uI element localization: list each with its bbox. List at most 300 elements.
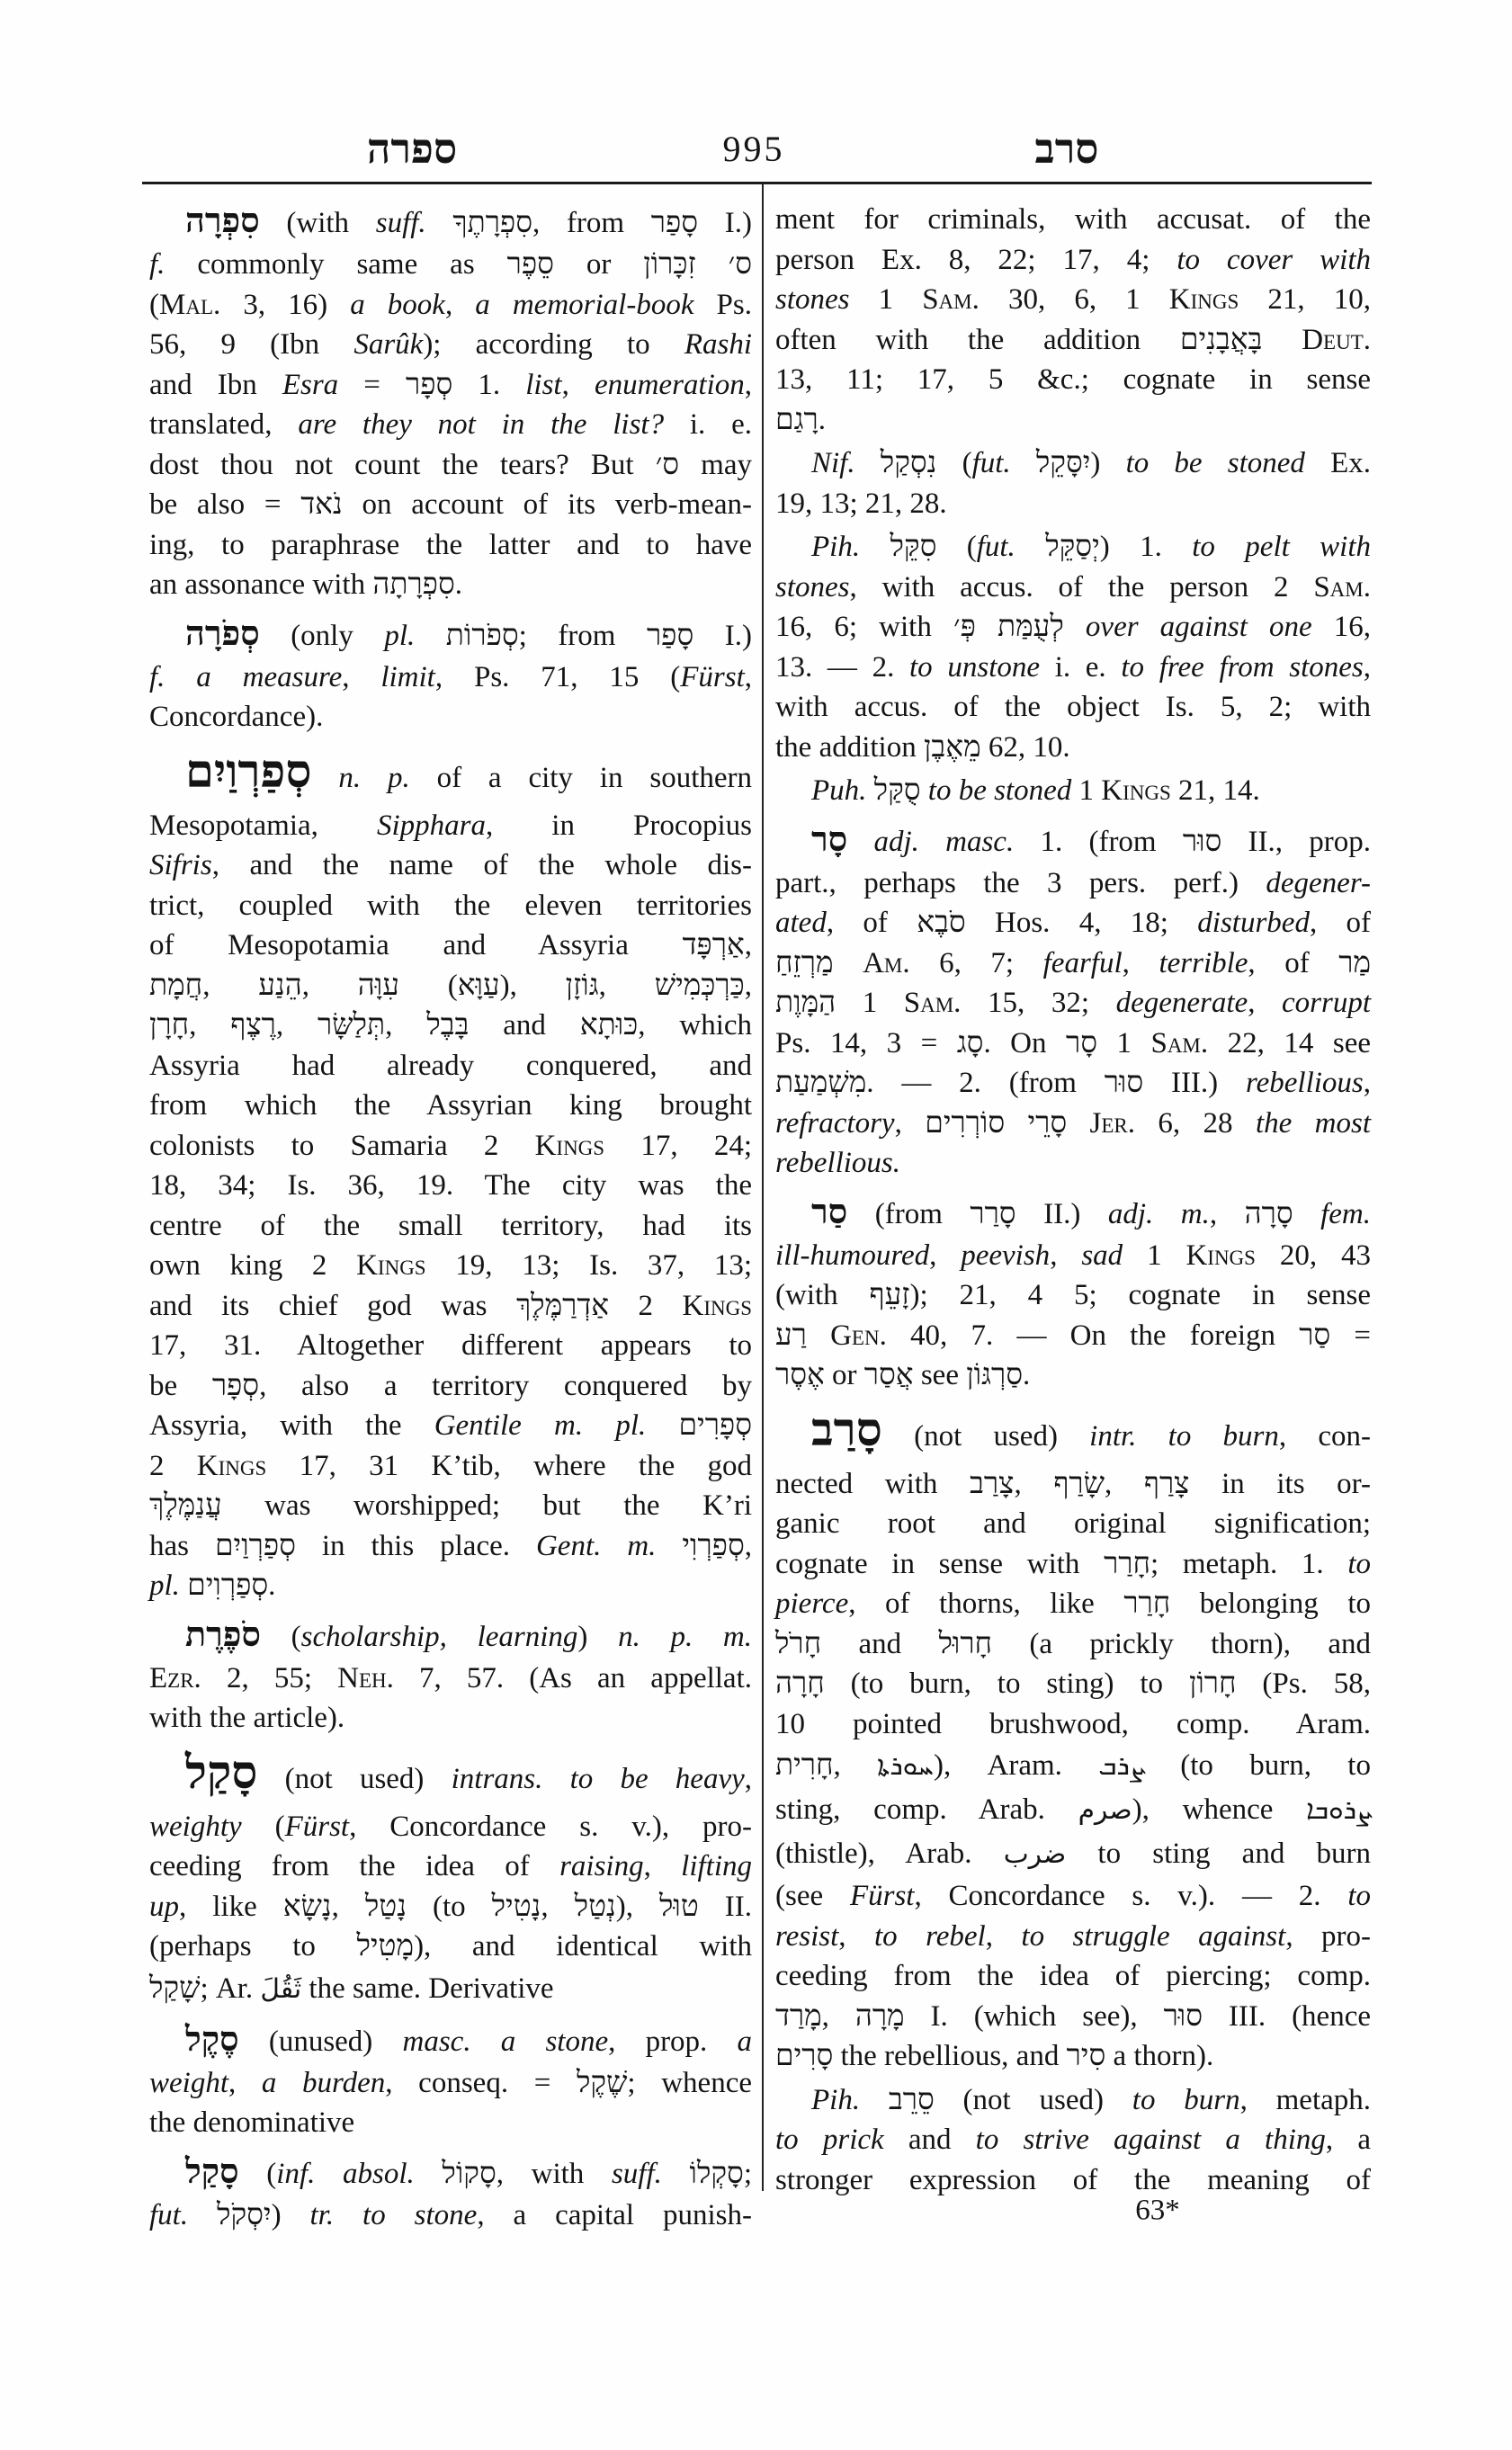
text-run: (to [406,1890,492,1923]
text-line [149,697,752,738]
hebrew-word: סָרָה [1244,1197,1293,1230]
italic-text: refractory [775,1106,895,1140]
text-line [775,1403,1371,1464]
text-run: from which the Assyrian king brought [149,1089,752,1122]
text-line [149,325,752,365]
text-run: ) [577,1620,619,1653]
text-run: (to burn, to sting) to [824,1668,1189,1700]
italic-text: Rashi [684,328,752,361]
text-line [775,903,1371,943]
text-line [149,1659,752,1699]
text-line [775,1355,1371,1396]
text-run: , prop. [608,2025,738,2058]
text-line [775,1316,1371,1356]
italic-text: raising [559,1850,644,1882]
text-run: ceeding from the idea of piercing; comp. [775,1960,1371,1992]
italic-text: enumeration [594,368,745,401]
text-run: ( [261,1620,301,1653]
small-caps-reference: Gen. [830,1319,887,1352]
italic-text: adj. m. [1107,1197,1210,1230]
text-run: and its chief god was [149,1289,516,1322]
italic-text: a [737,2025,752,2058]
text-run: part., perhaps the 3 pers. perf.) [775,866,1266,899]
italic-text: degener- [1266,866,1371,899]
italic-text: a book [350,288,445,321]
text-run [180,1569,187,1602]
text-line [775,527,1371,568]
text-run: , with [496,2157,612,2190]
text-run: (thistle), Arab. [775,1838,1004,1870]
text-run: , and the name of the whole dis- [211,849,752,881]
text-run: 1 [836,987,904,1019]
text-line [149,485,752,525]
italic-text: intrans. to be heavy [451,1762,745,1795]
italic-text: fearful [1042,946,1123,979]
text-run: , [1014,1467,1054,1500]
text-run: 1 [1096,1026,1151,1060]
hebrew-word: סְפָר [211,1369,260,1402]
text-line [149,1698,752,1739]
text-run: with accus. of the object Is. 5, 2; with [775,691,1371,723]
hebrew-word: סְפַרְוִים [187,1569,269,1602]
text-run: in this place. [295,1529,536,1562]
italic-text: to struggle against [1021,1919,1286,1953]
text-run: the addition [775,730,924,764]
text-run: the same. Derivative [301,1972,554,2005]
text-run: , [744,969,753,1002]
text-run: see [913,1359,967,1391]
italic-text: peevish [961,1238,1051,1272]
hebrew-word: חָרוֹן [1188,1668,1237,1700]
text-run: 1 [1071,774,1102,807]
text-run: of Mesopotamia and Assyria [149,929,683,961]
text-line [149,886,752,926]
hebrew-word: אֶסֶר [775,1359,825,1391]
text-run: I.) [698,207,753,239]
italic-text: suff. [375,207,426,239]
text-run: ; Ar. [200,1972,261,2005]
text-run: (from [847,1197,971,1230]
text-run: 19, 13; Is. 37, 13; [425,1249,753,1282]
text-run: , [228,2066,262,2099]
text-run: , con- [1278,1419,1371,1453]
text-run: , [1050,1238,1082,1272]
text-run: of a city in southern [409,761,752,794]
text-run: III.) [1143,1067,1246,1099]
text-line [149,200,752,245]
italic-text: Gentile m. pl. [434,1409,647,1442]
text-run: , [189,1009,231,1042]
text-run: II., prop. [1221,825,1372,858]
hebrew-word: אַדְרַמֶּלֶךְ [515,1289,610,1322]
text-run: dost thou not count the tears? But [149,448,656,481]
text-line [149,1746,752,1807]
text-line [775,687,1371,728]
text-run: , [331,1890,365,1923]
italic-text: to prick [775,2124,884,2156]
italic-text: stones [775,570,850,604]
text-run: , like [179,1890,283,1923]
italic-text: disturbed [1197,907,1310,939]
text-run: belonging to [1170,1587,1371,1620]
hebrew-word: סָקוֹל [442,2157,497,2190]
hebrew-word: בָּאֲבָנִים [1179,323,1263,356]
text-run: , [894,1106,926,1140]
text-line [775,1832,1371,1876]
text-run: , [301,969,358,1002]
italic-text: pierce [775,1587,849,1620]
hebrew-word: חָרִית [775,1749,834,1782]
text-run: 17, 31 K’tib, where the god [266,1449,753,1482]
text-run: the denominative [149,2106,355,2139]
small-caps-reference: Neh. [337,1661,394,1694]
hebrew-word: חָרָה [775,1668,825,1700]
text-run [426,207,453,239]
text-run [1015,531,1045,563]
hebrew-word: מַר [1338,946,1372,979]
hebrew-word: סֵפֶר [506,248,554,281]
text-run: (to burn, to [1143,1749,1371,1782]
text-line [775,1584,1371,1624]
italic-text: to be stoned [1125,447,1305,479]
italic-text: to pelt with [1192,531,1372,563]
text-run: 22, 14 see [1208,1026,1371,1060]
text-run: , [1363,650,1371,684]
text-run: , of [1248,946,1339,979]
hebrew-word: זָעֵף [869,1279,910,1311]
italic-text: Fürst [284,1810,350,1843]
text-run: , [385,1009,427,1042]
text-run: 18, 34; Is. 36, 19. The city was the [149,1169,752,1202]
page-number: 995 [722,129,785,169]
text-run: . [454,568,462,601]
hebrew-word: סָרֵי סוֹרְרִים [925,1106,1068,1140]
small-caps-reference: Kings [1185,1238,1256,1272]
text-run: 2 [149,1449,197,1482]
text-run: (not used) [934,2083,1132,2116]
italic-text: to cover with [1176,243,1371,276]
text-run: ); according to [423,328,684,361]
italic-text: Fürst [849,1880,915,1912]
text-run: the rebellious, and [833,2040,1067,2072]
text-run: = [1330,1319,1371,1352]
hebrew-word: חָרוּל [938,1627,993,1660]
italic-text: corrupt [1282,987,1372,1019]
text-run: 20, 43 [1255,1238,1371,1272]
text-run: Assyria, with the [149,1409,434,1442]
text-run: , [1122,946,1159,979]
text-run: and Ibn [149,368,282,401]
text-line [149,966,752,1006]
text-run: , [744,1529,752,1562]
small-caps-reference: Sam. [1150,1026,1209,1060]
text-run: 1. (from [1014,825,1183,858]
hebrew-word: חֲמָת [149,969,203,1002]
hebrew-word: מָטִיל [356,1930,415,1963]
text-line [149,612,752,657]
text-run: be [149,1369,212,1402]
text-run: (with [259,207,376,239]
hebrew-word: סִקֵּל [890,531,937,563]
text-run: . On [983,1026,1066,1060]
text-run: Ex. [1304,447,1371,479]
text-run: 13, 11; 17, 5 &c.; cognate in sense [775,363,1371,396]
text-run: ; from [518,619,647,652]
text-run: (a prickly thorn), and [992,1627,1371,1660]
text-line [149,2063,752,2104]
text-run: ( [936,447,972,479]
italic-text: fut. [149,2198,189,2231]
italic-text: n. p. [338,761,410,794]
text-line [775,1544,1371,1585]
text-run: (perhaps to [149,1930,357,1963]
text-line [775,1275,1371,1316]
text-run [656,1530,682,1562]
text-line [775,1704,1371,1745]
text-run [1262,324,1302,356]
text-run: 6, 28 [1135,1106,1256,1140]
hebrew-word: סְפַרְוַיִם [214,1529,296,1562]
italic-text: to burn [1132,2083,1240,2116]
text-run: ) [1090,447,1126,479]
text-line [775,568,1371,608]
text-run: ); 21, 4 5; cognate in sense [909,1279,1371,1311]
text-line [149,405,752,445]
text-run: , metaph. [1239,2083,1372,2116]
text-run: sting, comp. Arab. [775,1793,1078,1826]
text-run: or [553,248,644,281]
italic-text: are they not in the list? [298,408,665,441]
text-run: , Ps. 71, 15 ( [434,660,681,693]
small-caps-reference: Deut. [1302,323,1371,356]
text-run: = [338,368,406,401]
text-run: has [149,1529,215,1562]
headword: סַר [811,1193,848,1231]
text-run: trict, coupled with the eleven territories [149,889,752,922]
text-line [149,1526,752,1567]
italic-text: Esra [282,368,339,401]
text-line [775,484,1371,524]
arabic-word: ثَقُلَ [260,1972,302,2005]
text-run: , [1363,1067,1371,1099]
text-line [149,845,752,886]
text-run: , [1248,987,1283,1019]
text-run: Assyria had already conquered, and [149,1049,752,1082]
text-run [860,2084,889,2116]
hebrew-word: סִפְרָתֶךָ [452,207,532,239]
hebrew-word: רֶצֶף [230,1009,276,1042]
text-line [149,1206,752,1247]
text-line [775,863,1371,904]
text-line [775,200,1371,240]
text-line [149,806,752,846]
text-line [149,2150,752,2195]
hebrew-word: סָרִים [775,2040,834,2072]
text-run: 40, 7. — On the foreign [886,1319,1300,1352]
hebrew-word: מָרַד [775,1999,822,2033]
italic-text: Pih. [811,531,861,563]
hebrew-word: סְפָרִים [678,1409,752,1442]
text-run: in its or- [1189,1467,1372,1500]
hebrew-word: סַרְגּוֹן [966,1359,1023,1391]
text-run [807,1319,830,1352]
column-right [775,200,1371,2200]
text-run: , conseq. = [385,2066,577,2099]
text-run: , [1209,1197,1245,1230]
text-run [1067,1107,1089,1140]
text-line [149,1807,752,1847]
text-run: II. [698,1890,753,1923]
hebrew-word: חָרַר [1123,1587,1171,1620]
text-run: 62, 10. [980,730,1070,764]
text-run: Mesopotamia, [149,809,377,842]
text-run: 7, 57. (As an appellat. [393,1661,752,1694]
text-run: to sting and burn [1066,1838,1371,1870]
text-run: centre of the small territory, had its [149,1209,752,1242]
hebrew-word: חָרָן [149,1009,190,1042]
hebrew-word: צָרַב [970,1467,1015,1500]
hebrew-word: טוּל [658,1890,699,1923]
text-line [149,2018,752,2063]
hebrew-word: סָפַר [650,207,699,239]
hebrew-word: מִשְׁמַעַת [775,1067,867,1099]
headword: סִפְרָה [185,202,260,240]
italic-text: to free from stones [1121,650,1364,684]
hebrew-word: סָקְלוֹ [689,2157,744,2190]
hebrew-word: מַרְזֵחַ [775,946,834,979]
italic-text: f. [149,248,166,281]
hebrew-word: הֵנַע [258,969,302,1002]
text-run: Hos. 4, 18; [965,907,1198,939]
text-line [149,445,752,486]
text-run: . [268,1569,276,1602]
italic-text: masc. a stone [402,2025,609,2058]
italic-text: n. p. m. [618,1620,752,1653]
italic-text: list [525,368,562,401]
text-line [775,771,1371,811]
hebrew-word: סָרַר [970,1197,1016,1230]
text-line [775,1236,1371,1276]
text-line [775,1664,1371,1704]
italic-text: tr. to stone [309,2198,478,2231]
text-run: cognate in sense with [775,1547,1105,1580]
text-run: , of thorns, like [848,1587,1124,1620]
text-run: ( [936,531,977,563]
text-run: I.) [693,619,752,652]
text-run: 2, 55; [201,1661,338,1694]
text-run: 3, 16) [220,288,351,321]
text-line [775,360,1371,400]
text-run: i. e. [664,408,752,441]
text-run: (unused) [238,2025,403,2058]
text-line [149,1566,752,1606]
text-run: be also = [149,488,301,521]
text-run: ), and identical with [414,1930,752,1963]
text-line [149,365,752,406]
text-run: , [202,969,259,1002]
text-run: , of [1309,907,1372,939]
text-line [149,1486,752,1526]
text-run [662,2158,690,2190]
text-run [921,774,928,807]
italic-text: resist [775,1919,839,1953]
text-run: , [744,1762,752,1795]
text-run [165,661,196,693]
text-line [775,2080,1371,2121]
italic-text: fut. [976,531,1015,563]
headword: סְפֹרָה [185,614,260,653]
text-run: own king 2 [149,1249,357,1282]
hebrew-word: סָג [956,1026,984,1060]
hebrew-word: סֵרֵב [888,2083,935,2116]
arabic-word: صرم [1078,1794,1132,1826]
text-run: i. e. [1040,650,1122,684]
hebrew-word: סוּר [1182,825,1222,858]
italic-text: to [1347,1880,1371,1912]
italic-text: suff. [611,2157,662,2190]
text-run: and [883,2124,976,2156]
text-run: 6, 7; [909,946,1043,979]
text-run: ( [149,288,159,321]
text-line [775,1191,1371,1236]
text-line [149,1246,752,1286]
text-run: . [818,403,826,436]
text-line [775,1104,1371,1144]
small-caps-reference: Am. [863,946,910,979]
text-line [149,2195,752,2236]
text-run: ; whence [627,2066,752,2099]
italic-text: Gent. m. [535,1529,657,1562]
text-line [149,925,752,966]
headword-large: סָקַל [185,1747,258,1799]
hebrew-word: כַּרְכְּמִישׁ [654,969,745,1002]
text-run: (not used) [881,1419,1090,1453]
text-run: , pro- [1285,1919,1372,1953]
text-run: (see [775,1880,850,1912]
hebrew-word: צָרַף [1143,1467,1190,1500]
italic-text: to rebel [874,1919,986,1953]
hebrew-word: סַר [1299,1319,1331,1352]
text-run: , [444,288,476,321]
text-run: translated, [149,408,299,441]
hebrew-word: סוּר [1104,1067,1144,1099]
text-run: , Concordance s. v.). — 2. [914,1880,1348,1912]
hebrew-word: נָטַל [364,1890,407,1923]
text-line [149,1967,752,2011]
text-line [775,818,1371,863]
italic-text: a burden [261,2066,386,2099]
hebrew-word: סְפֹרוֹת [445,619,519,652]
hebrew-word: יְסַקֵּל [1045,531,1100,563]
italic-text: limit [380,660,435,693]
text-run: ( [238,2157,277,2190]
text-line [775,1744,1371,1788]
text-run: ( [398,969,458,1002]
hebrew-word: שָׁקַל [149,1972,201,2005]
text-run: Ps. 14, 3 = [775,1026,957,1060]
text-run: 16, 6; with [775,611,953,643]
text-line [775,443,1371,484]
hebrew-word: גּוֹזָן [565,969,599,1002]
text-run: commonly same as [165,248,507,281]
small-caps-reference: Kings [356,1249,426,1282]
italic-text: pl. [149,1569,180,1602]
italic-text: stones [775,283,850,316]
small-caps-reference: Sam. [903,987,962,1019]
text-line [775,607,1371,648]
small-caps-reference: Jer. [1089,1106,1136,1140]
italic-text: Puh. [811,774,867,807]
